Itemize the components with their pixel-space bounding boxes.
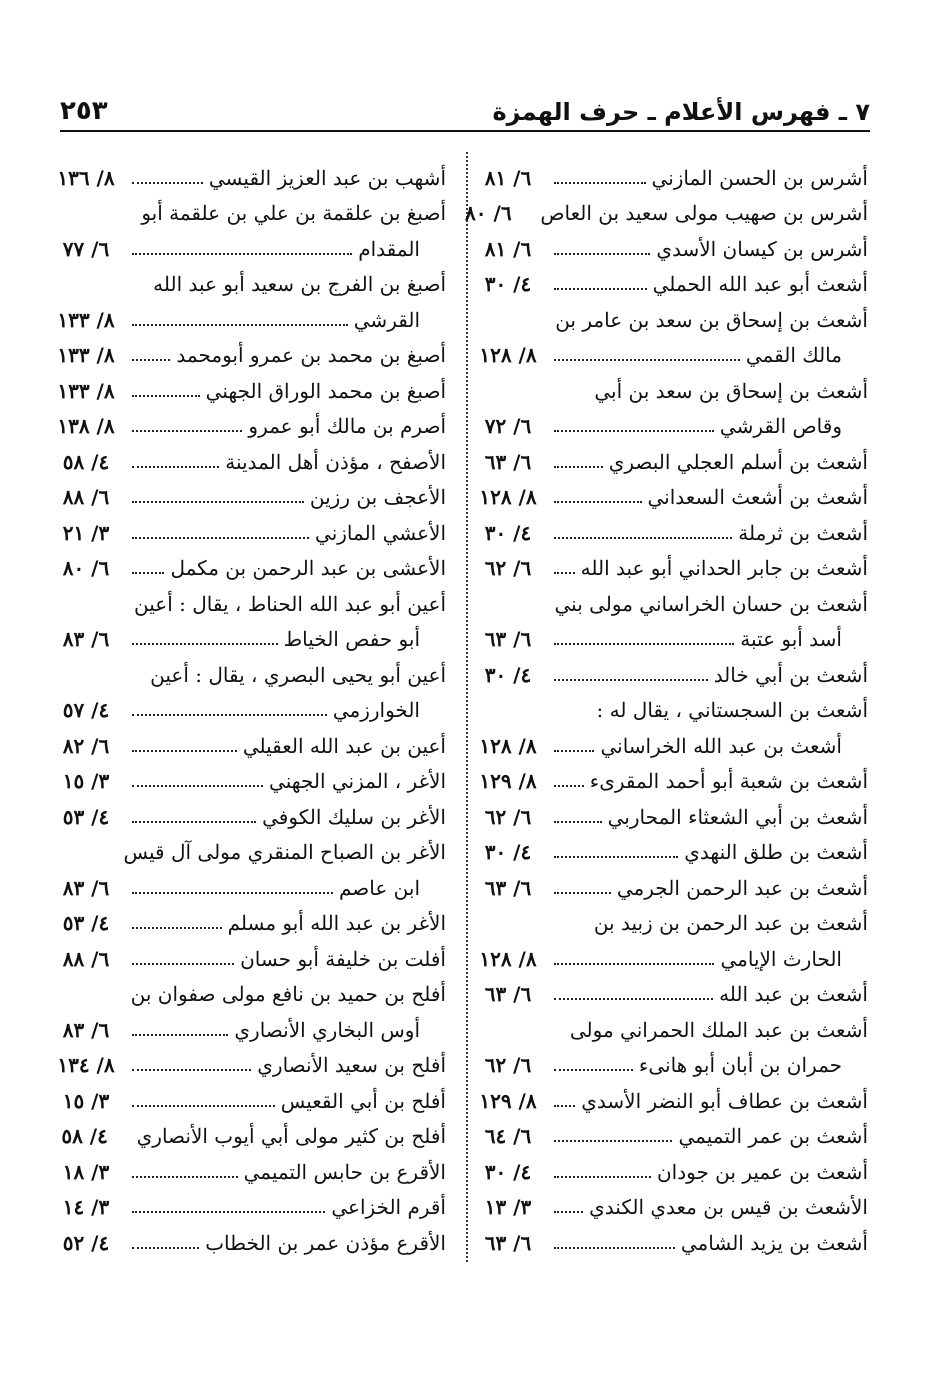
entry-name: الأغر بن سليك الكوفي (262, 804, 446, 829)
index-entry (46, 338, 446, 374)
dot-leader (554, 892, 611, 894)
entry-name: أشعث بن يزيد الشامي (680, 1230, 868, 1255)
index-entry (468, 941, 868, 977)
dot-leader (554, 963, 714, 965)
entry-reference: ٨/ ١٢٨ (479, 343, 537, 368)
entry-reference: ٦/ ٦٣ (484, 1230, 532, 1255)
index-entry (468, 444, 868, 480)
dot-leader (554, 466, 603, 468)
dot-leader (132, 182, 203, 184)
index-entry (46, 373, 446, 409)
entry-name: أشعث بن ثرملة (738, 520, 868, 545)
entry-name: أشرس بن صهيب مولى سعيد بن العاص (540, 201, 868, 226)
dot-leader (132, 324, 348, 326)
entry-name: أصبغ بن محمد بن عمرو أبومحمد (176, 343, 446, 368)
entry-reference: ٦/ ٧٢ (484, 414, 532, 439)
page-header (60, 88, 870, 132)
entry-name: الأقرع مؤذن عمر بن الخطاب (205, 1230, 446, 1255)
page-number: ٢٥٣ (60, 96, 108, 126)
dot-leader (554, 253, 650, 255)
index-entry (468, 409, 868, 445)
index-entry (468, 1154, 868, 1190)
entry-name: وقاص القرشي (719, 414, 842, 439)
entry-name: أشعث بن حسان الخراساني مولى بني (554, 591, 868, 616)
entry-reference: ٦/ ٨١ (484, 165, 532, 190)
entry-reference: ٦/ ٦٤ (484, 1124, 532, 1149)
entry-reference: ٤/ ٥٧ (62, 698, 110, 723)
entry-reference: ٦/ ٨٢ (62, 733, 110, 758)
index-entry (46, 302, 446, 338)
entry-reference: ٤/ ٣٠ (484, 840, 532, 865)
entry-reference: ٨/ ١٢٨ (479, 946, 537, 971)
entry-name: أشهب بن عبد العزيز القيسي (208, 165, 446, 190)
entry-name: أصبغ بن محمد الوراق الجهني (205, 378, 446, 403)
dot-leader (132, 963, 234, 965)
dot-leader (132, 1211, 325, 1213)
entry-name: أصرم بن مالك أبو عمرو (248, 414, 446, 439)
index-entry (468, 1119, 868, 1155)
dot-leader (132, 1176, 238, 1178)
entry-reference: ٦/ ٨٨ (62, 946, 110, 971)
entry-name: الأصفح ، مؤذن أهل المدينة (225, 449, 446, 474)
entry-name: الأغر بن الصباح المنقري مولى آل قيس (123, 840, 446, 865)
entry-name: أشعث بن طلق النهدي (684, 840, 868, 865)
dot-leader (132, 395, 200, 397)
index-entry (46, 1083, 446, 1119)
index-entry (468, 1190, 868, 1226)
entry-name: الأعجف بن رزين (309, 485, 446, 510)
index-entry (46, 835, 446, 871)
dot-leader (132, 1105, 275, 1107)
entry-reference: ٣/ ١٥ (62, 769, 110, 794)
index-entry (46, 1119, 446, 1155)
index-entry (468, 693, 868, 729)
entry-name: الأغر ، المزني الجهني (269, 769, 446, 794)
index-entry (46, 941, 446, 977)
entry-name: أشعث بن شعبة أبو أحمد المقرىء (589, 769, 868, 794)
entry-name: أعين أبو يحيى البصري ، يقال : أعين (150, 662, 446, 687)
dot-leader (132, 572, 164, 574)
entry-reference: ٣/ ١٨ (62, 1159, 110, 1184)
index-entry (46, 906, 446, 942)
entry-name: حمران بن أبان أبو هانىء (638, 1053, 842, 1078)
dot-leader (554, 998, 713, 1000)
dot-leader (554, 1069, 633, 1071)
entry-name: أوس البخاري الأنصاري (234, 1017, 420, 1042)
index-entry (468, 231, 868, 267)
dot-leader (132, 253, 352, 255)
index-entry (46, 409, 446, 445)
entry-name: الحارث الإيامي (720, 946, 842, 971)
entry-reference: ٤/ ٥٨ (62, 449, 110, 474)
entry-reference: ٨/ ١٣٣ (57, 343, 115, 368)
entry-reference: ٣/ ٢١ (62, 520, 110, 545)
dot-leader (132, 714, 327, 716)
dot-leader (554, 430, 714, 432)
index-entry (46, 799, 446, 835)
dot-leader (132, 643, 278, 645)
index-entry (468, 586, 868, 622)
dot-leader (554, 359, 740, 361)
dot-leader (554, 1247, 675, 1249)
dot-leader (132, 430, 242, 432)
dot-leader (132, 927, 222, 929)
entry-name: أفلت بن خليفة أبو حسان (240, 946, 446, 971)
entry-name: أشعث بن عمير بن جودان (656, 1159, 868, 1184)
index-entry (468, 799, 868, 835)
entry-name: أشعث بن إسحاق بن سعد بن عامر بن (555, 307, 868, 332)
dot-leader (132, 1069, 251, 1071)
index-entry (46, 1190, 446, 1226)
index-entry (468, 551, 868, 587)
entry-reference: ٦/ ٨٣ (62, 627, 110, 652)
entry-name: المقدام (358, 236, 420, 261)
entry-reference: ٦/ ٦٢ (484, 804, 532, 829)
entry-reference: ٣/ ١٤ (62, 1195, 110, 1220)
entry-reference: ٨/ ١٣٨ (57, 414, 115, 439)
dot-leader (554, 1105, 575, 1107)
entry-name: أشعث بن عبد الله الخراساني (600, 733, 842, 758)
entry-reference: ٦/ ٨٠ (465, 201, 512, 226)
index-entry (46, 977, 446, 1013)
index-entry (46, 160, 446, 196)
entry-name: أشعث بن أبي الشعثاء المحاربي (607, 804, 868, 829)
entry-reference: ٨/ ١٣٤ (57, 1053, 115, 1078)
index-entry (46, 622, 446, 658)
entry-reference: ٤/ ٥٨ (61, 1124, 108, 1149)
entry-reference: ٨/ ١٣٣ (57, 378, 115, 403)
entry-reference: ٦/ ٦٣ (484, 875, 532, 900)
index-entry (46, 196, 446, 232)
index-entry (46, 1048, 446, 1084)
index-entry (46, 728, 446, 764)
index-entry (468, 515, 868, 551)
dot-leader (554, 1211, 583, 1213)
dot-leader (554, 643, 734, 645)
index-entry (46, 267, 446, 303)
index-entry (468, 480, 868, 516)
entry-reference: ٦/ ٨٣ (62, 875, 110, 900)
entry-name: أصبغ بن الفرج بن سعيد أبو عبد الله (153, 272, 446, 297)
entry-reference: ٤/ ٥٢ (62, 1230, 110, 1255)
dot-leader (554, 537, 732, 539)
entry-name: الخوارزمي (332, 698, 420, 723)
dot-leader (554, 572, 575, 574)
entry-name: أشعث بن عمر التميمي (678, 1124, 868, 1149)
entry-name: أشعث بن عبد الرحمن الجرمي (616, 875, 868, 900)
index-entry (468, 267, 868, 303)
entry-name: أفلح بن كثير مولى أبي أيوب الأنصاري (136, 1124, 446, 1149)
entry-reference: ٤/ ٣٠ (484, 520, 532, 545)
entry-name: الأقرع بن حابس التميمي (243, 1159, 446, 1184)
entry-name: أشعث بن أسلم العجلي البصري (608, 449, 868, 474)
index-entry (465, 196, 868, 232)
index-entry (468, 835, 868, 871)
entry-name: أبو حفص الخياط (283, 627, 420, 652)
entry-name: أفلح بن سعيد الأنصاري (257, 1053, 446, 1078)
index-entry (468, 1012, 868, 1048)
entry-reference: ٤/ ٣٠ (484, 272, 532, 297)
index-entry (46, 551, 446, 587)
index-entry (468, 1048, 868, 1084)
entry-reference: ٨/ ١٣٣ (57, 307, 115, 332)
entry-name: أفلح بن حميد بن نافع مولى صفوان بن (130, 982, 446, 1007)
index-entry (468, 1083, 868, 1119)
index-entry (468, 657, 868, 693)
entry-reference: ٦/ ٨٠ (62, 556, 110, 581)
entry-reference: ٨/ ١٢٩ (479, 1088, 537, 1113)
entry-name: أشعث بن أبي خالد (713, 662, 868, 687)
index-entry (468, 1225, 868, 1261)
index-entry (46, 1012, 446, 1048)
entry-name: أشعث بن عبد الملك الحمراني مولى (569, 1017, 868, 1042)
entry-name: أشعث بن جابر الحداني أبو عبد الله (580, 556, 868, 581)
index-entry (468, 622, 868, 658)
right-column (465, 160, 868, 1261)
entry-reference: ٤/ ٥٣ (62, 804, 110, 829)
left-column (46, 160, 446, 1261)
dot-leader (132, 466, 219, 468)
index-entry (468, 764, 868, 800)
index-entry (46, 1225, 446, 1261)
entry-reference: ٤/ ٣٠ (484, 662, 532, 687)
entry-name: أشعث بن أشعث السعداني (647, 485, 868, 510)
index-entry (46, 870, 446, 906)
index-entry (468, 338, 868, 374)
index-entry (468, 373, 868, 409)
entry-name: أسد أبو عتبة (740, 627, 842, 652)
index-entry (46, 231, 446, 267)
dot-leader (132, 1247, 199, 1249)
entry-reference: ٦/ ٦٣ (484, 449, 532, 474)
dot-leader (132, 750, 237, 752)
entry-reference: ٦/ ٦٢ (484, 556, 532, 581)
entry-name: القرشي (353, 307, 420, 332)
index-entry (46, 586, 446, 622)
index-entry (468, 160, 868, 196)
entry-name: الأغر بن عبد الله أبو مسلم (227, 911, 446, 936)
entry-reference: ٨/ ١٢٩ (479, 769, 537, 794)
entry-name: أشعث بن عبد الرحمن بن زبيد بن (593, 911, 868, 936)
dot-leader (554, 821, 602, 823)
entry-reference: ٦/ ٦٣ (484, 982, 532, 1007)
dot-leader (554, 182, 646, 184)
running-title: ٧ ـ فهرس الأعلام ـ حرف الهمزة (492, 98, 870, 126)
entry-name: أشعث أبو عبد الله الحملي (652, 272, 868, 297)
entry-reference: ٨/ ١٢٨ (479, 733, 537, 758)
index-entry (46, 693, 446, 729)
dot-leader (554, 785, 584, 787)
dot-leader (554, 501, 642, 503)
entry-name: أعين أبو عبد الله الحناط ، يقال : أعين (134, 591, 446, 616)
index-entry (468, 302, 868, 338)
dot-leader (554, 1176, 651, 1178)
dot-leader (554, 1140, 672, 1142)
index-entry (46, 444, 446, 480)
index-entry (468, 977, 868, 1013)
entry-name: أفلح بن أبي القعيس (280, 1088, 446, 1113)
index-entry (46, 480, 446, 516)
entry-name: أشعث بن السجستاني ، يقال له : (596, 698, 868, 723)
entry-reference: ٦/ ٨١ (484, 236, 532, 261)
entry-name: أشعث بن إسحاق بن سعد بن أبي (594, 378, 868, 403)
index-entry (46, 1154, 446, 1190)
entry-name: أشعث بن عطاف أبو النضر الأسدي (581, 1088, 868, 1113)
entry-reference: ٤/ ٥٣ (62, 911, 110, 936)
dot-leader (132, 359, 170, 361)
dot-leader (554, 679, 708, 681)
entry-name: أقرم الخزاعي (331, 1195, 446, 1220)
entry-name: أشرس بن كيسان الأسدي (656, 236, 868, 261)
entry-name: أصبغ بن علقمة بن علي بن علقمة أبو (141, 201, 446, 226)
entry-name: مالك القمي (745, 343, 842, 368)
entry-name: أعين بن عبد الله العقيلي (242, 733, 446, 758)
entry-reference: ٨/ ١٢٨ (479, 485, 537, 510)
entry-reference: ٤/ ٣٠ (484, 1159, 532, 1184)
dot-leader (554, 856, 678, 858)
entry-name: الأعشى بن عبد الرحمن بن مكمل (170, 556, 446, 581)
dot-leader (132, 821, 256, 823)
dot-leader (554, 288, 647, 290)
dot-leader (132, 785, 263, 787)
entry-name: الأعشي المازني (315, 520, 446, 545)
dot-leader (132, 501, 304, 503)
entry-reference: ٣/ ١٥ (62, 1088, 110, 1113)
dot-leader (132, 1034, 228, 1036)
index-entry (46, 764, 446, 800)
entry-name: ابن عاصم (338, 875, 420, 900)
entry-reference: ٦/ ٧٧ (62, 236, 110, 261)
entry-reference: ٦/ ٦٢ (484, 1053, 532, 1078)
entry-reference: ٦/ ٦٣ (484, 627, 532, 652)
index-entry (468, 870, 868, 906)
dot-leader (132, 892, 333, 894)
dot-leader (132, 537, 309, 539)
entry-name: الأشعث بن قيس بن معدي الكندي (589, 1195, 868, 1220)
entry-reference: ٣/ ١٣ (484, 1195, 532, 1220)
entry-reference: ٦/ ٨٨ (62, 485, 110, 510)
index-entry (468, 728, 868, 764)
entry-reference: ٦/ ٨٣ (62, 1017, 110, 1042)
index-entry (46, 515, 446, 551)
entry-name: أشعث بن عبد الله (719, 982, 868, 1007)
dot-leader (554, 750, 594, 752)
entry-name: أشرس بن الحسن المازني (651, 165, 868, 190)
index-entry (468, 906, 868, 942)
entry-reference: ٨/ ١٣٦ (57, 165, 115, 190)
index-entry (46, 657, 446, 693)
